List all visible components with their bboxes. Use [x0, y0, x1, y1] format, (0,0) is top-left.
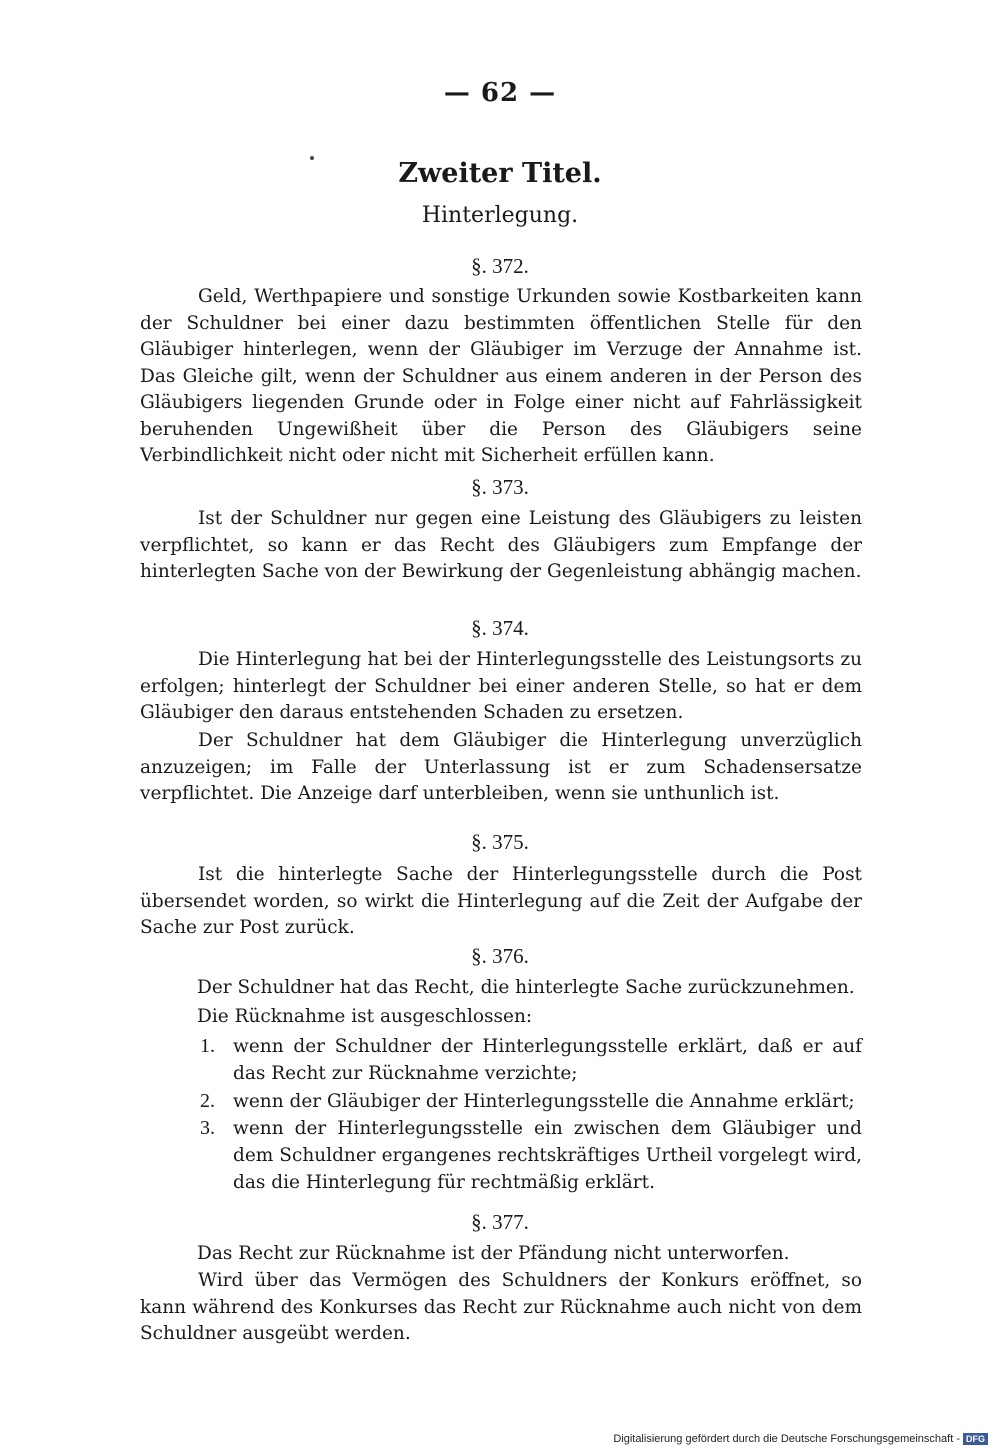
section-heading-373: §. 373. [471, 475, 529, 499]
dfg-logo: DFG [963, 1433, 988, 1445]
paragraph-377-2: Wird über das Vermögen des Schuldners der Konkurs eröffnet, so kann während des Konkurses das Recht zur Rücknahme auch nicht von dem Schuldner ausgeübt werden. [140, 1270, 862, 1344]
section-heading-377: §. 377. [471, 1210, 529, 1234]
list-item-number: 2. [200, 1090, 215, 1112]
section-heading-376: §. 376. [471, 944, 529, 968]
paragraph-377-1: Das Recht zur Rücknahme ist der Pfändung nicht unterworfen. [197, 1243, 790, 1264]
paragraph-373-1: Ist der Schuldner nur gegen eine Leistung des Gläubigers zu leisten verpflichtet, so kann er das Recht des Gläubigers zum Empfange der hinterlegten Sache von der Bewirkung der Gegenleistung abhängig machen. [140, 508, 862, 582]
paragraph-372-1: Geld, Werthpapiere und sonstige Urkunden sowie Kostbarkeiten kann der Schuldner bei einer dazu bestimmten öffentlichen Stelle für den Gläubiger hinterlegen, wenn der Gläubiger im Verzuge der Annahme ist. Das Gleiche gilt, wenn der Schuldner aus einem anderen in der Person des Gläubigers liegenden Grunde oder in Folge einer nicht auf Fahrlässigkeit beruhenden Ungewißheit über die Person des Gläubigers seine Verbindlichkeit nicht oder nicht mit Sicherheit erfüllen kann. [140, 286, 862, 466]
digitization-footer [613, 1433, 988, 1445]
subtitle: Hinterlegung. [421, 203, 579, 228]
paragraph-376-1: Der Schuldner hat das Recht, die hinterlegte Sache zurückzunehmen. [197, 977, 855, 998]
list-item-text: wenn der Gläubiger der Hinterlegungsstelle die Annahme erklärt; [233, 1091, 855, 1112]
paragraph-376-2: Die Rücknahme ist ausgeschlossen: [197, 1006, 533, 1027]
section-heading-374: §. 374. [471, 616, 529, 640]
list-item-number: 3. [200, 1117, 215, 1139]
page-number: — 62 — [443, 78, 557, 108]
section-heading-372: §. 372. [471, 254, 529, 278]
list-item-text: wenn der Hinterlegungsstelle ein zwischen dem Gläubiger und dem Schuldner ergangenes rechtskräftiges Urtheil vorgelegt wird, das die Hinterlegung für rechtmäßig erklärt. [233, 1118, 862, 1193]
list-item [200, 1115, 862, 1196]
paragraph-374-1: Die Hinterlegung hat bei der Hinterlegungsstelle des Leistungsorts zu erfolgen; hinterlegt der Schuldner bei einer anderen Stelle, so hat er dem Gläubiger den daraus entstehenden Schaden zu ersetzen. [140, 649, 862, 723]
footer-text: Digitalisierung gefördert durch die Deutsche Forschungsgemeinschaft - [613, 1432, 960, 1445]
paragraph-375-1: Ist die hinterlegte Sache der Hinterlegungsstelle durch die Post übersendet worden, so wirkt die Hinterlegung auf die Zeit der Aufgabe der Sache zur Post zurück. [140, 864, 862, 938]
list-item [200, 1088, 862, 1115]
list-item-text: wenn der Schuldner der Hinterlegungsstelle erklärt, daß er auf das Recht zur Rücknahme verzichte; [233, 1036, 862, 1084]
list-item [200, 1033, 862, 1087]
title: Zweiter Titel. [398, 158, 602, 189]
section-heading-375: §. 375. [471, 830, 529, 854]
paragraph-374-2: Der Schuldner hat dem Gläubiger die Hinterlegung unverzüglich anzuzeigen; im Falle der Unterlassung ist er zum Schadensersatze verpflichtet. Die Anzeige darf unterbleiben, wenn sie unthunlich ist. [140, 730, 862, 804]
list-item-number: 1. [200, 1035, 215, 1057]
